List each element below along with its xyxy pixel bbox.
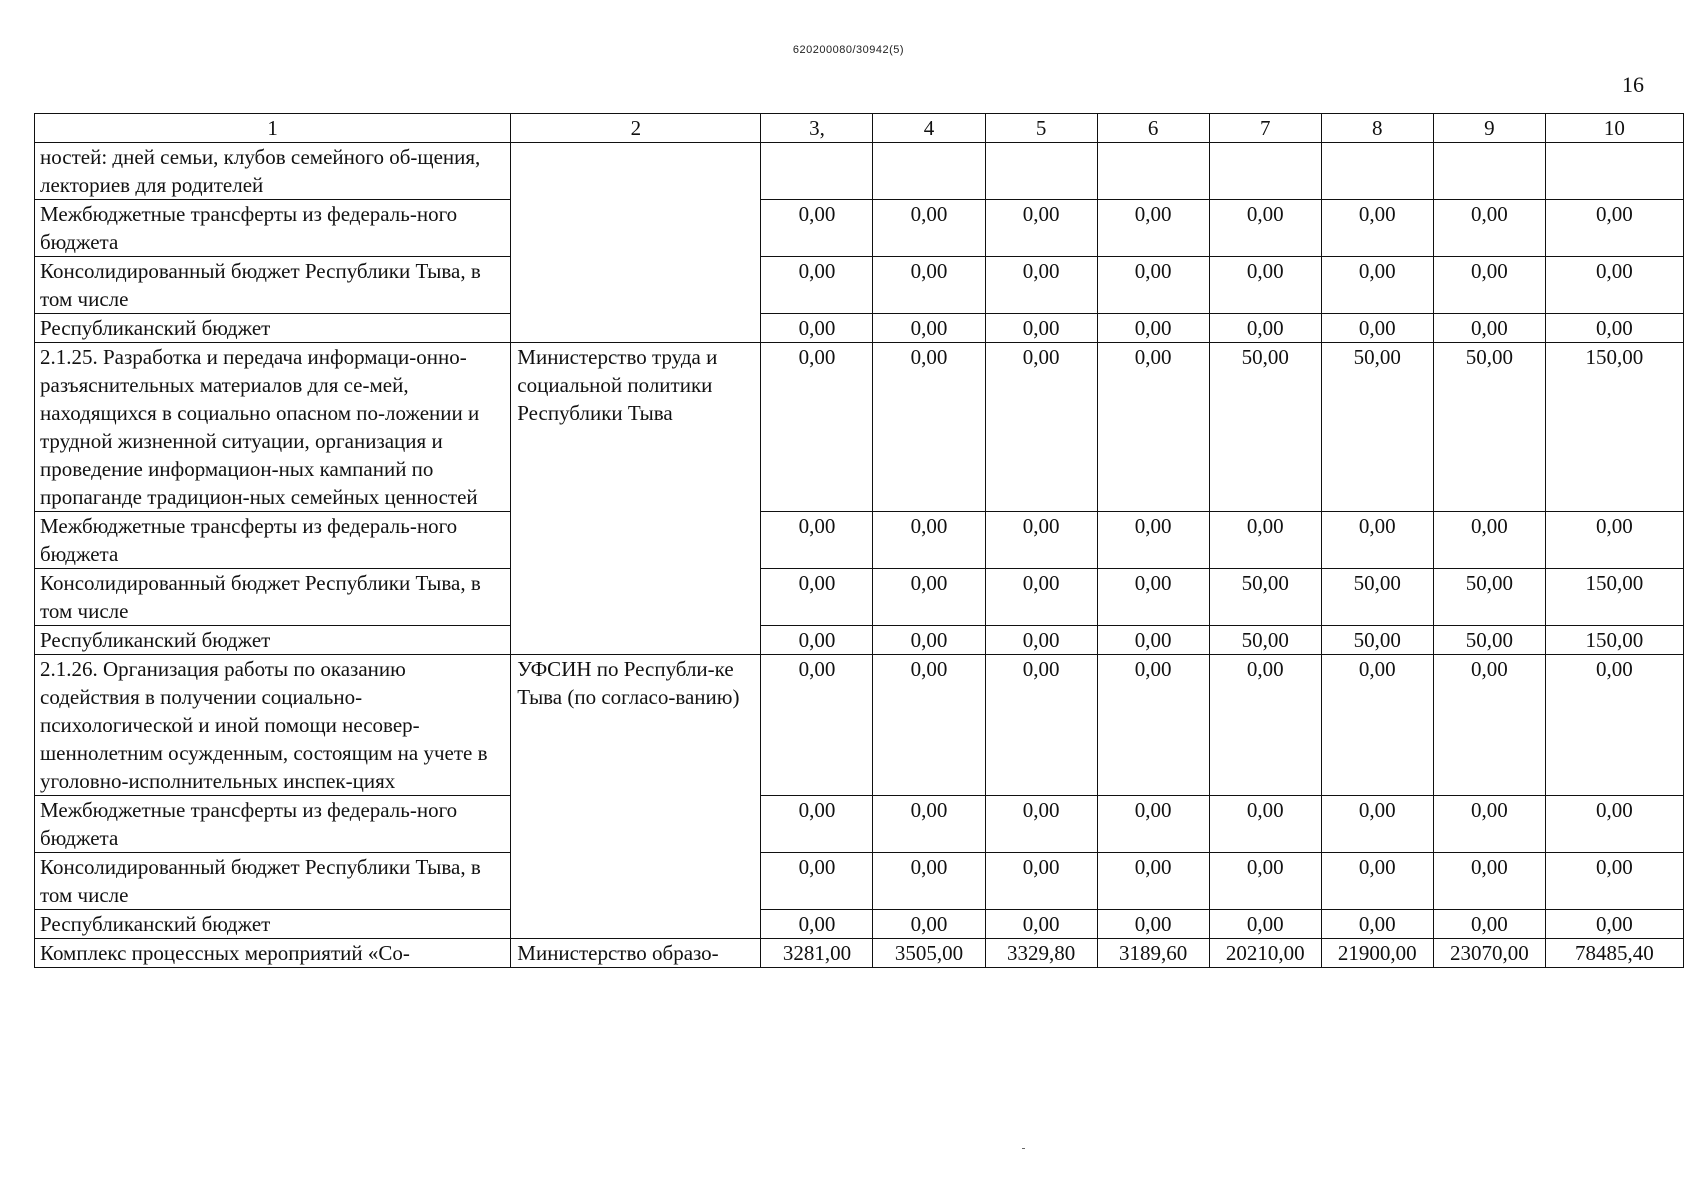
row-description: Республиканский бюджет <box>35 626 511 655</box>
table-header-row <box>35 114 1684 143</box>
value-cell: 0,00 <box>1209 910 1321 939</box>
value-cell: 0,00 <box>1097 512 1209 569</box>
value-cell: 0,00 <box>1433 314 1545 343</box>
value-cell: 0,00 <box>761 200 873 257</box>
value-cell: 0,00 <box>1321 655 1433 796</box>
row-description: Консолидированный бюджет Республики Тыва, в том числе <box>35 257 511 314</box>
value-cell: 0,00 <box>1545 910 1683 939</box>
value-cell: 50,00 <box>1209 626 1321 655</box>
value-cell: 50,00 <box>1209 343 1321 512</box>
value-cell: 50,00 <box>1209 569 1321 626</box>
value-cell: 0,00 <box>985 512 1097 569</box>
value-cell: 0,00 <box>1433 512 1545 569</box>
value-cell: 0,00 <box>761 512 873 569</box>
value-cell: 0,00 <box>1209 314 1321 343</box>
value-cell: 0,00 <box>1097 796 1209 853</box>
row-description: Консолидированный бюджет Республики Тыва, в том числе <box>35 853 511 910</box>
document-code: 620200080/30942(5) <box>792 44 905 56</box>
table-row <box>35 939 1684 968</box>
value-cell: 0,00 <box>761 910 873 939</box>
value-cell: 0,00 <box>761 853 873 910</box>
value-cell: 21900,00 <box>1321 939 1433 968</box>
column-header: 7 <box>1209 114 1321 143</box>
value-cell: 0,00 <box>1097 626 1209 655</box>
value-cell: 0,00 <box>761 796 873 853</box>
value-cell: 0,00 <box>873 257 985 314</box>
row-description: Межбюджетные трансферты из федераль-ного бюджета <box>35 512 511 569</box>
value-cell: 0,00 <box>1545 257 1683 314</box>
value-cell: 0,00 <box>1545 200 1683 257</box>
value-cell: 150,00 <box>1545 626 1683 655</box>
value-cell: 0,00 <box>873 512 985 569</box>
value-cell: 0,00 <box>873 200 985 257</box>
value-cell: 0,00 <box>985 655 1097 796</box>
row-description: Консолидированный бюджет Республики Тыва, в том числе <box>35 569 511 626</box>
value-cell: 23070,00 <box>1433 939 1545 968</box>
column-header: 5 <box>985 114 1097 143</box>
value-cell <box>1209 143 1321 200</box>
value-cell: 78485,40 <box>1545 939 1683 968</box>
value-cell: 0,00 <box>873 314 985 343</box>
value-cell: 0,00 <box>1097 910 1209 939</box>
table-row <box>35 853 1684 910</box>
value-cell: 50,00 <box>1433 569 1545 626</box>
value-cell: 0,00 <box>1097 200 1209 257</box>
value-cell: 0,00 <box>873 569 985 626</box>
value-cell: 0,00 <box>1545 796 1683 853</box>
column-header: 6 <box>1097 114 1209 143</box>
scan-speck <box>1022 1148 1025 1149</box>
value-cell: 0,00 <box>1321 910 1433 939</box>
value-cell: 0,00 <box>873 796 985 853</box>
value-cell: 0,00 <box>1209 512 1321 569</box>
value-cell: 20210,00 <box>1209 939 1321 968</box>
value-cell: 50,00 <box>1321 626 1433 655</box>
value-cell: 0,00 <box>985 200 1097 257</box>
value-cell: 3281,00 <box>761 939 873 968</box>
table-row <box>35 257 1684 314</box>
table-row <box>35 343 1684 512</box>
value-cell: 0,00 <box>1321 796 1433 853</box>
value-cell: 50,00 <box>1321 569 1433 626</box>
value-cell: 0,00 <box>985 796 1097 853</box>
table-row <box>35 626 1684 655</box>
value-cell: 0,00 <box>1433 796 1545 853</box>
value-cell: 0,00 <box>1209 257 1321 314</box>
value-cell <box>985 143 1097 200</box>
row-description: Межбюджетные трансферты из федераль-ного бюджета <box>35 200 511 257</box>
row-description: Республиканский бюджет <box>35 314 511 343</box>
value-cell: 0,00 <box>1209 655 1321 796</box>
row-description: Межбюджетные трансферты из федераль-ного бюджета <box>35 796 511 853</box>
column-header: 8 <box>1321 114 1433 143</box>
value-cell: 0,00 <box>985 314 1097 343</box>
row-description: ностей: дней семьи, клубов семейного об-щения, лекториев для родителей <box>35 143 511 200</box>
value-cell: 0,00 <box>1545 512 1683 569</box>
value-cell: 50,00 <box>1433 626 1545 655</box>
column-header: 2 <box>511 114 761 143</box>
value-cell: 0,00 <box>873 343 985 512</box>
value-cell: 3505,00 <box>873 939 985 968</box>
value-cell: 0,00 <box>1097 853 1209 910</box>
value-cell: 0,00 <box>761 257 873 314</box>
value-cell: 0,00 <box>1545 853 1683 910</box>
column-header: 4 <box>873 114 985 143</box>
value-cell: 150,00 <box>1545 569 1683 626</box>
value-cell: 0,00 <box>761 314 873 343</box>
row-description: Республиканский бюджет <box>35 910 511 939</box>
row-executor: УФСИН по Республи-ке Тыва (по согласо-ванию) <box>511 655 761 939</box>
value-cell <box>1321 143 1433 200</box>
row-description: Комплекс процессных мероприятий «Со- <box>35 939 511 968</box>
budget-table <box>34 113 1684 968</box>
value-cell: 0,00 <box>1433 655 1545 796</box>
column-header: 10 <box>1545 114 1683 143</box>
row-description: 2.1.26. Организация работы по оказанию содействия в получении социально-психологической и иной помощи несовер-шеннолетним осужденным, состоящим на учете в уголовно-исполнительных инспек-циях <box>35 655 511 796</box>
value-cell: 0,00 <box>761 569 873 626</box>
value-cell: 0,00 <box>1545 655 1683 796</box>
value-cell: 0,00 <box>1097 257 1209 314</box>
row-executor: Министерство образо- <box>511 939 761 968</box>
table-row <box>35 910 1684 939</box>
table-row <box>35 200 1684 257</box>
column-header: 9 <box>1433 114 1545 143</box>
value-cell: 0,00 <box>1321 314 1433 343</box>
table-row <box>35 796 1684 853</box>
value-cell: 0,00 <box>761 655 873 796</box>
value-cell: 0,00 <box>1097 569 1209 626</box>
value-cell: 0,00 <box>761 626 873 655</box>
value-cell: 0,00 <box>1209 796 1321 853</box>
value-cell: 3329,80 <box>985 939 1097 968</box>
value-cell: 0,00 <box>1209 853 1321 910</box>
row-executor: Министерство труда и социальной политики Республики Тыва <box>511 343 761 655</box>
value-cell: 0,00 <box>1545 314 1683 343</box>
value-cell: 0,00 <box>873 910 985 939</box>
value-cell: 0,00 <box>1433 910 1545 939</box>
page-number: 16 <box>1622 72 1644 97</box>
value-cell: 0,00 <box>1433 200 1545 257</box>
value-cell: 0,00 <box>985 343 1097 512</box>
value-cell: 0,00 <box>1097 314 1209 343</box>
value-cell: 0,00 <box>1321 853 1433 910</box>
table-row <box>35 512 1684 569</box>
value-cell: 50,00 <box>1321 343 1433 512</box>
value-cell: 0,00 <box>985 257 1097 314</box>
value-cell: 0,00 <box>985 626 1097 655</box>
value-cell: 0,00 <box>985 569 1097 626</box>
column-header: 1 <box>35 114 511 143</box>
row-executor <box>511 143 761 343</box>
value-cell: 0,00 <box>1321 200 1433 257</box>
row-description: 2.1.25. Разработка и передача информаци-онно-разъяснительных материалов для се-мей, находящихся в социально опасном по-ложении и трудной жизненной ситуации, организация и проведение информацион-ных кампаний по пропаганде традицион-ных семейных ценностей <box>35 343 511 512</box>
value-cell: 0,00 <box>1321 257 1433 314</box>
value-cell: 3189,60 <box>1097 939 1209 968</box>
value-cell: 50,00 <box>1433 343 1545 512</box>
value-cell: 0,00 <box>873 853 985 910</box>
value-cell: 0,00 <box>985 853 1097 910</box>
value-cell: 0,00 <box>985 910 1097 939</box>
table-row <box>35 314 1684 343</box>
value-cell: 0,00 <box>1321 512 1433 569</box>
value-cell <box>1097 143 1209 200</box>
table-row <box>35 143 1684 200</box>
value-cell: 0,00 <box>873 626 985 655</box>
value-cell <box>1545 143 1683 200</box>
value-cell: 0,00 <box>1209 200 1321 257</box>
value-cell: 0,00 <box>1433 853 1545 910</box>
value-cell: 0,00 <box>1433 257 1545 314</box>
value-cell: 0,00 <box>761 343 873 512</box>
value-cell <box>1433 143 1545 200</box>
table-row <box>35 569 1684 626</box>
value-cell <box>761 143 873 200</box>
column-header: 3, <box>761 114 873 143</box>
value-cell: 150,00 <box>1545 343 1683 512</box>
value-cell: 0,00 <box>873 655 985 796</box>
table-row <box>35 655 1684 796</box>
value-cell: 0,00 <box>1097 655 1209 796</box>
value-cell <box>873 143 985 200</box>
value-cell: 0,00 <box>1097 343 1209 512</box>
